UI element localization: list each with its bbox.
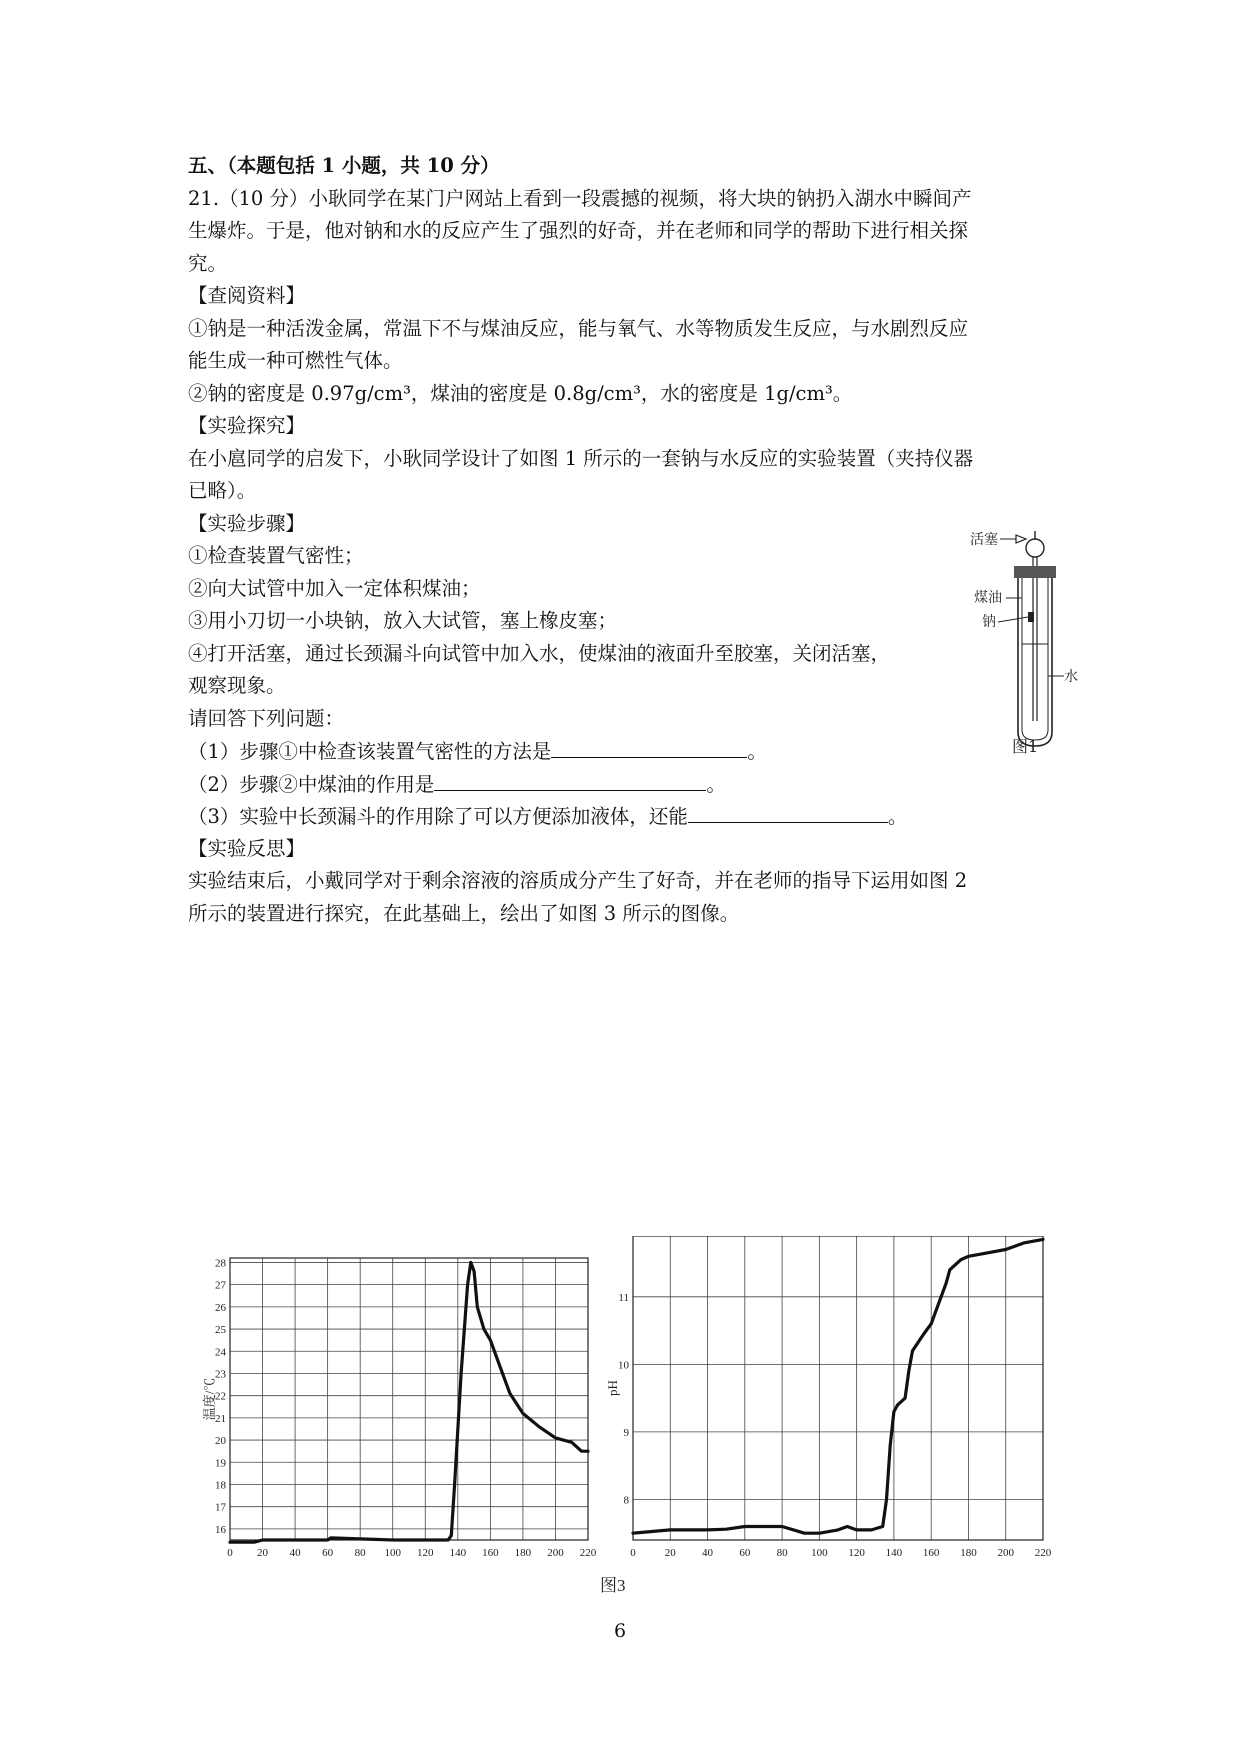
figure-1-caption: 图1 — [1012, 737, 1039, 756]
label-water: 水 — [1064, 669, 1078, 685]
y-tick-label: 11 — [618, 1291, 629, 1304]
reflect-line-1: 实验结束后，小戴同学对于剩余溶液的溶质成分产生了好奇，并在老师的指导下运用如图 2 — [188, 869, 968, 892]
y-tick-label: 19 — [215, 1457, 226, 1470]
y-tick-label: 9 — [623, 1426, 629, 1439]
explore-line-2: 已略）。 — [188, 479, 257, 502]
reflect-heading: 【实验反思】 — [188, 836, 306, 860]
question-3 — [188, 800, 1058, 833]
y-tick-label: 18 — [215, 1479, 226, 1492]
step-4-cont: 观察现象。 — [188, 674, 286, 697]
materials-heading: 【查阅资料】 — [188, 284, 306, 307]
y-tick-label: 20 — [215, 1435, 226, 1448]
y-tick-label: 16 — [215, 1523, 226, 1536]
figure-1-apparatus — [970, 526, 1080, 756]
x-tick-label: 140 — [885, 1547, 903, 1559]
question-2-text: （2）步骤②中煤油的作用是 — [188, 772, 435, 796]
stopcock-icon — [1016, 535, 1026, 543]
x-tick-label: 40 — [702, 1547, 714, 1559]
intro-line-2: 生爆炸。于是，他对钠和水的反应产生了强烈的好奇，并在老师和同学的帮助下进行相关探 — [188, 219, 969, 242]
label-kerosene: 煤油 — [974, 590, 1002, 606]
y-tick-label: 8 — [623, 1494, 629, 1507]
x-tick-label: 0 — [227, 1547, 233, 1559]
x-tick-label: 100 — [384, 1547, 401, 1559]
intro-line-1: 21.（10 分）小耿同学在某门户网站上看到一段震撼的视频，将大块的钠扔入湖水中瞬间产 — [188, 186, 972, 210]
answer-prompt: 请回答下列问题： — [188, 706, 345, 730]
y-tick-label: 24 — [215, 1346, 226, 1359]
y-tick-label: 21 — [215, 1412, 226, 1425]
x-tick-label: 160 — [922, 1547, 940, 1559]
plot-frame — [633, 1236, 1043, 1540]
y-tick-label: 27 — [215, 1279, 226, 1292]
explore-heading: 【实验探究】 — [188, 414, 306, 437]
y-tick-label: 26 — [215, 1301, 226, 1314]
y-axis-label: 温度/℃ — [202, 1377, 217, 1421]
x-tick-label: 60 — [322, 1547, 334, 1559]
label-stopcock: 活塞 — [970, 532, 998, 548]
question-1 — [188, 735, 1058, 768]
x-tick-label: 0 — [630, 1547, 636, 1559]
x-tick-label: 60 — [739, 1547, 751, 1559]
y-tick-label: 22 — [215, 1390, 226, 1403]
x-tick-label: 200 — [547, 1547, 564, 1559]
answer-blank-1[interactable] — [551, 735, 747, 758]
answer-blank-2[interactable] — [434, 768, 706, 791]
sodium-piece — [1028, 612, 1034, 622]
x-tick-label: 80 — [776, 1547, 788, 1559]
step-2: ②向大试管中加入一定体积煤油； — [188, 576, 481, 600]
x-tick-label: 120 — [417, 1547, 434, 1559]
x-tick-label: 200 — [997, 1547, 1014, 1559]
question-3-text: （3）实验中长颈漏斗的作用除了可以方便添加液体，还能 — [188, 805, 688, 828]
page-number: 6 — [613, 1620, 627, 1642]
x-tick-label: 40 — [289, 1547, 301, 1559]
ph-chart — [605, 1236, 1052, 1559]
answer-blank-3[interactable] — [688, 800, 888, 823]
step-4: ④打开活塞，通过长颈漏斗向试管中加入水，使煤油的液面升至胶塞，关闭活塞， — [188, 641, 891, 665]
intro-line-3: 究。 — [188, 251, 228, 275]
x-tick-label: 180 — [514, 1547, 532, 1559]
figure-3-caption: 图3 — [600, 1576, 626, 1595]
x-tick-label: 160 — [482, 1547, 499, 1559]
section-heading: 五、（本题包括 1 小题，共 10 分） — [188, 154, 500, 177]
x-tick-label: 120 — [848, 1547, 865, 1559]
y-tick-label: 23 — [215, 1368, 226, 1381]
y-tick-label: 10 — [618, 1359, 629, 1372]
x-tick-label: 220 — [579, 1547, 597, 1559]
question-1-text: （1）步骤①中检查该装置气密性的方法是 — [188, 740, 552, 763]
plot-frame — [230, 1258, 588, 1540]
x-tick-label: 80 — [354, 1547, 366, 1559]
label-sodium: 钠 — [982, 614, 996, 630]
question-2-end: 。 — [706, 772, 726, 796]
materials-line-2: 能生成一种可燃性气体。 — [188, 349, 403, 372]
question-3-end: 。 — [887, 805, 908, 828]
question-1-end: 。 — [747, 740, 767, 763]
funnel-bulb-icon — [1026, 539, 1044, 557]
series-line — [230, 1262, 588, 1542]
question-text — [188, 150, 1058, 930]
x-tick-label: 20 — [257, 1547, 269, 1559]
series-line — [633, 1239, 1043, 1533]
x-tick-label: 220 — [1034, 1547, 1052, 1559]
temperature-chart — [202, 1257, 597, 1559]
test-tube — [1018, 578, 1052, 746]
x-tick-label: 140 — [449, 1547, 467, 1559]
y-tick-label: 25 — [215, 1324, 226, 1337]
rubber-stopper — [1014, 566, 1056, 578]
step-3: ③用小刀切一小块钠，放入大试管，塞上橡皮塞； — [188, 609, 618, 632]
question-2 — [188, 768, 1058, 801]
x-tick-label: 20 — [664, 1547, 676, 1559]
y-tick-label: 28 — [215, 1257, 226, 1270]
reflect-line-2: 所示的装置进行探究，在此基础上，绘出了如图 3 所示的图像。 — [188, 901, 740, 925]
explore-line-1: 在小扈同学的启发下，小耿同学设计了如图 1 所示的一套钠与水反应的实验装置（夹持仪器 — [188, 446, 974, 470]
materials-line-3: ②钠的密度是 0.97g/cm³，煤油的密度是 0.8g/cm³，水的密度是 1g/cm³。 — [188, 381, 853, 405]
y-tick-label: 17 — [215, 1501, 226, 1514]
y-axis-label: pH — [605, 1380, 620, 1396]
steps-heading: 【实验步骤】 — [188, 511, 306, 535]
x-tick-label: 180 — [960, 1547, 977, 1559]
figure-3-charts — [200, 1236, 1070, 1596]
materials-line-1: ①钠是一种活泼金属，常温下不与煤油反应，能与氧气、水等物质发生反应，与水剧烈反应 — [188, 316, 969, 340]
x-tick-label: 100 — [811, 1547, 828, 1559]
step-1: ①检查装置气密性； — [188, 544, 364, 567]
